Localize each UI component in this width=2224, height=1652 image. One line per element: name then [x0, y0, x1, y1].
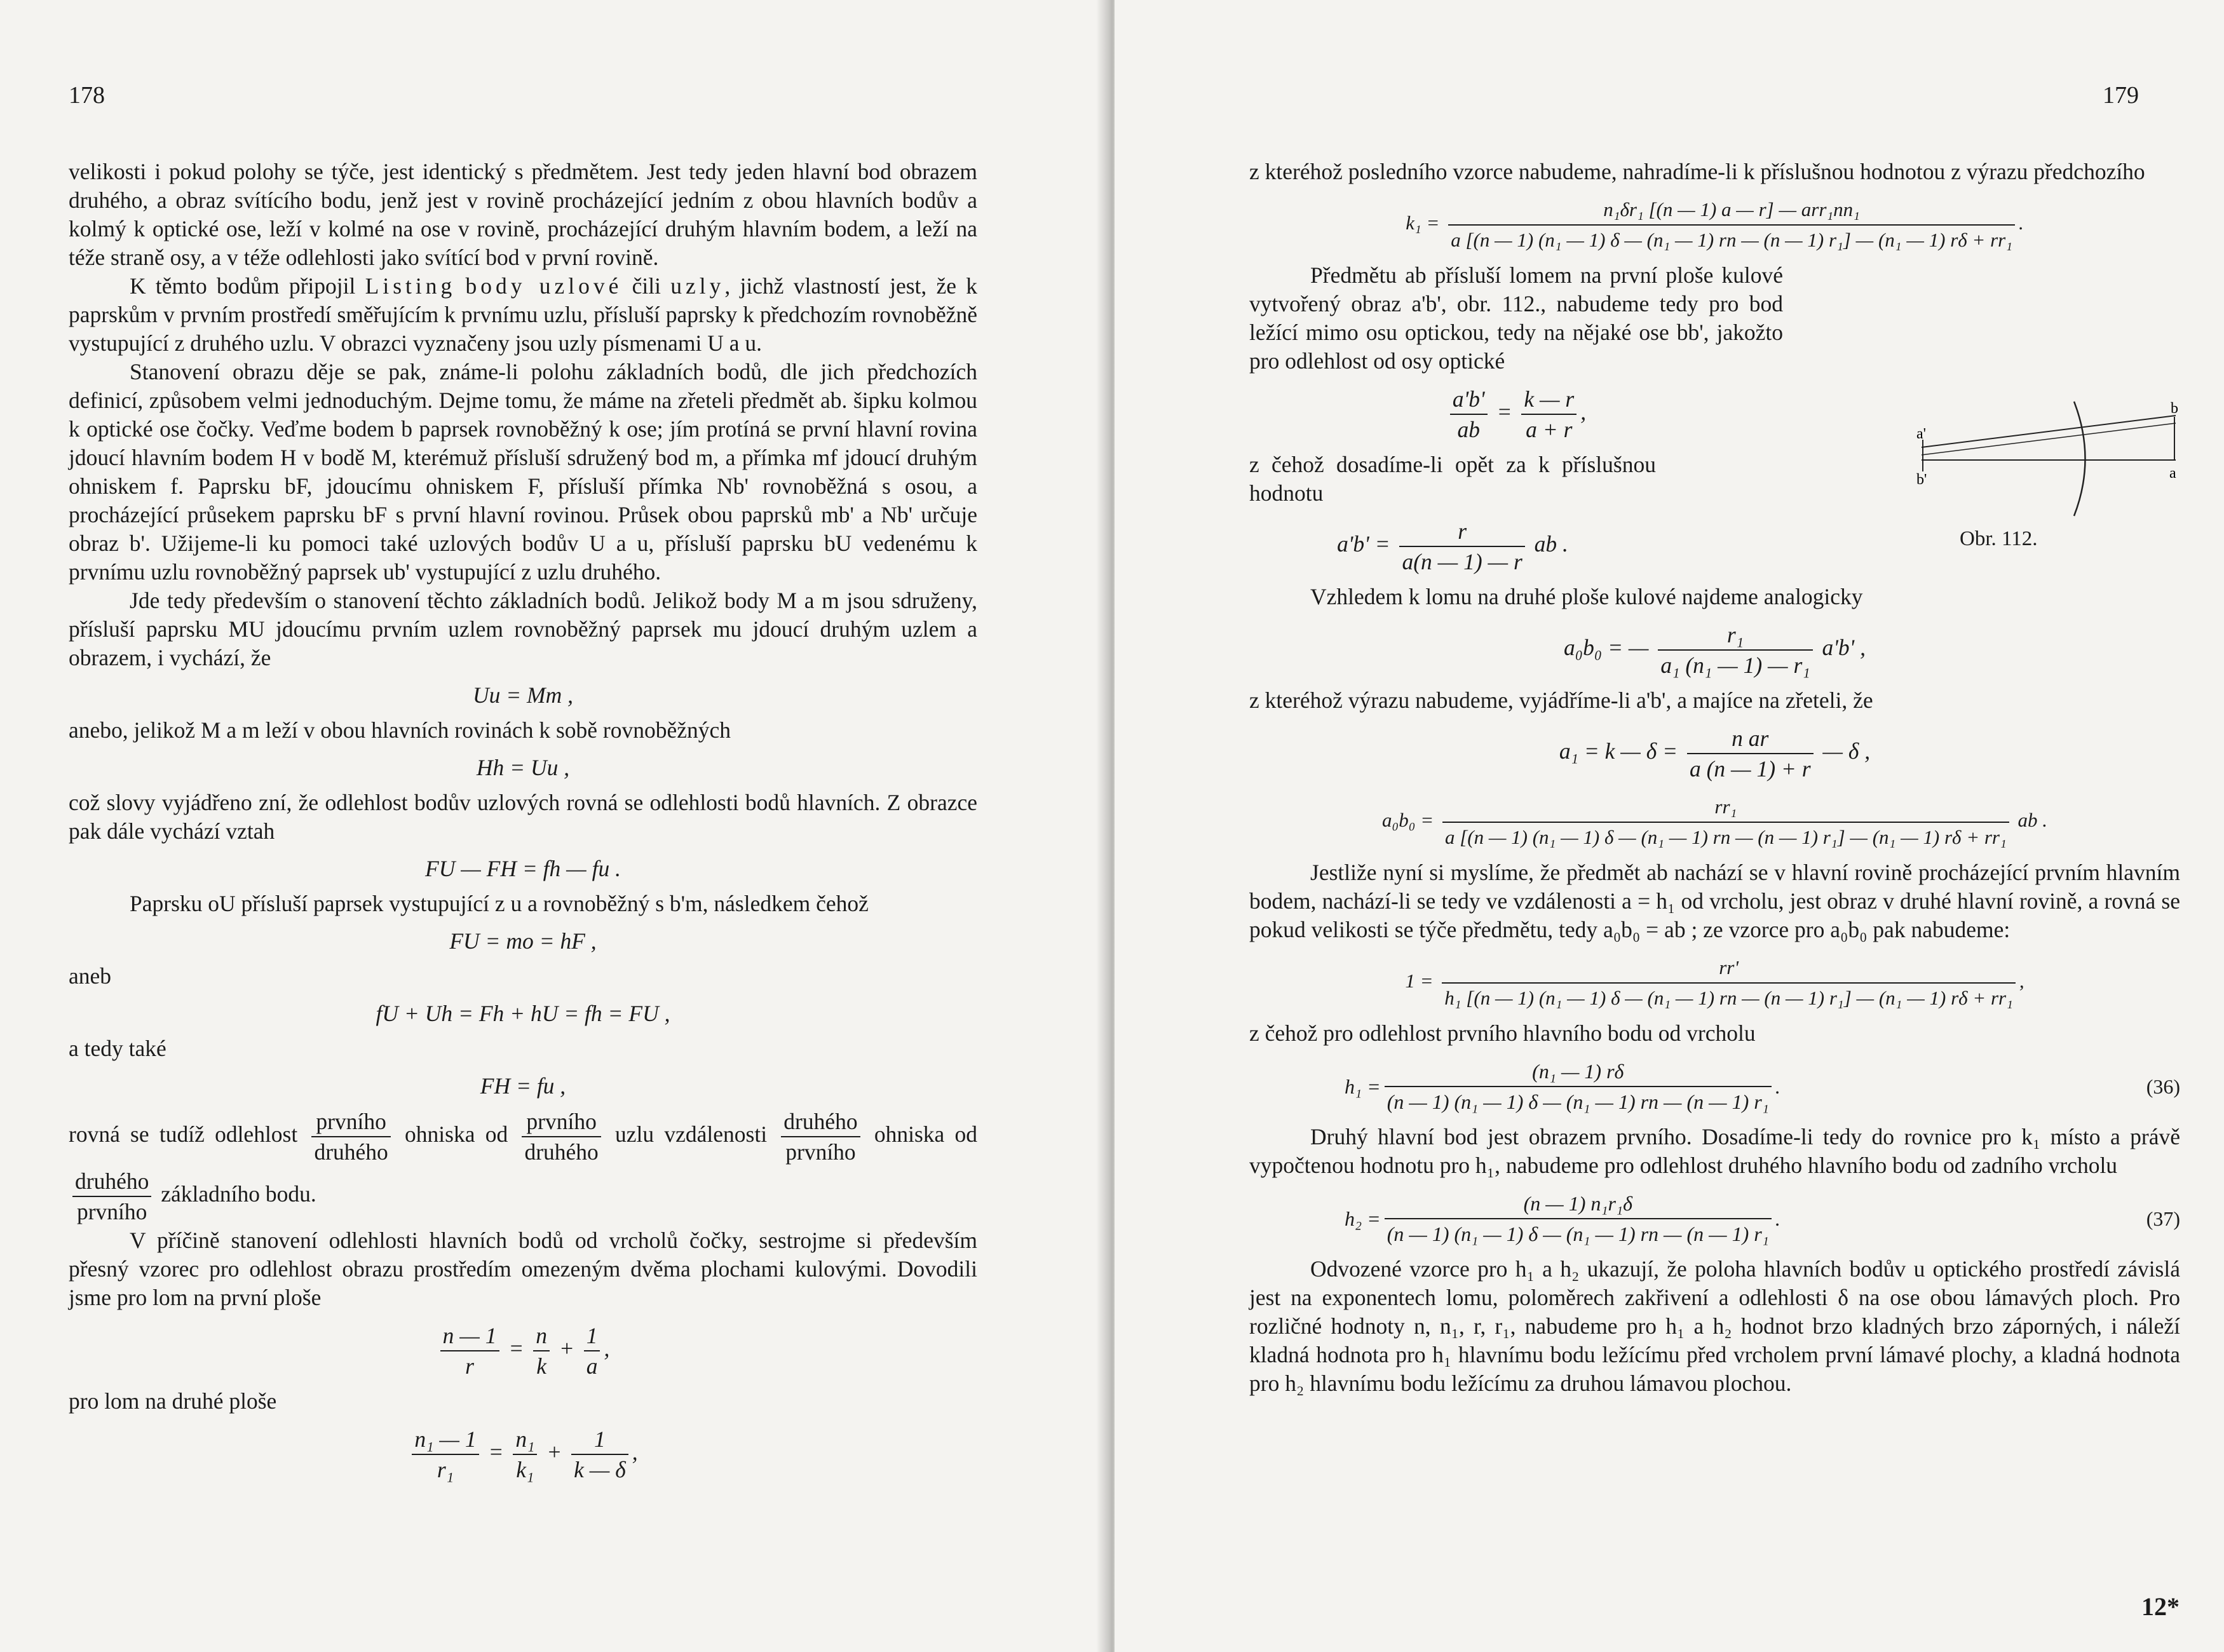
paragraph: z kteréhož posledního vzorce nabudeme, nahradíme-li k příslušnou hodnotou z výrazu předchozího — [1249, 159, 2145, 184]
right-text-block — [1249, 158, 2180, 1398]
fraction-sentence: rovná se tudíž odlehlost $\frac{\text{prvního}}{\text{druhého}}$ ohniska od $\frac{\text{prvního}}{\text{druhého}}$ uzlu vzdálenosti $\frac{\text{druhého}}{\text{prvního}}$ ohniska od $\frac{\text{druhého}}{\text{prvního}}$ základního bodu. — [69, 1107, 977, 1226]
paragraph: což slovy vyjádřeno zní, že odlehlost bodův uzlových rovná se odlehlosti bodů hlavních. Z obrazce pak dále vychází vztah — [69, 790, 977, 844]
author-name: Listing — [365, 273, 456, 299]
equation-a0b0-2: a₀b₀ = rr₁ a [(n — 1) (n₁ — 1) δ — (n₁ — 1) rn — (n — 1) r₁] — (n₁ — 1) rδ + rr₁ ab . — [1249, 792, 2180, 852]
left-text-block — [69, 158, 977, 1491]
paragraph: velikosti i pokud polohy se týče, jest identický s předmětem. Jest tedy jeden hlavní bod obrazem druhého, a obraz svítícího bodu, jenž jest v rovině procházející jedním z obou hlavních bodův a kolmý k optické ose, leží v kolmé na ose v rovině, procházející druhým hlavním bodem, a leží na téže straně osy, a v téže odlehlosti jako svítící bod v první rovině. — [69, 159, 977, 270]
paragraph: Druhý hlavní bod jest obrazem prvního. Dosadíme-li tedy do rovnice pro k₁ místo a právě vypočtenou hodnotu pro h₁, nabudeme pro odlehlost druhého hlavního bodu od zadního vrcholu — [1249, 1124, 2180, 1178]
paragraph: V příčině stanovení odlehlosti hlavních bodů od vrcholů čočky, sestrojme si především přesný vzorec pro odlehlost obrazu prostředím omezeným dvěma plochami kulovými. Dovodili jsme pro lom na první ploše — [69, 1228, 977, 1310]
page-number: 179 — [2103, 82, 2139, 109]
paragraph: pro lom na druhé ploše — [69, 1388, 277, 1414]
equation-number: (36) — [2146, 1074, 2180, 1098]
equation: FU — FH = fh — fu . — [425, 856, 621, 881]
paragraph: anebo, jelikož M a m leží v obou hlavních rovinách k sobě rovnoběžných — [69, 717, 731, 743]
paragraph: z čehož dosadíme-li opět za k příslušnou hodnotu — [1249, 452, 1656, 506]
paragraph: Jestliže nyní si myslíme, že předmět ab nachází se v hlavní rovině procházející prvním hlavním bodem, nachází-li se tedy ve vzdálenosti a = h₁ od vrcholu, jest obraz v druhé hlavní rovině, a rovná se pokud velikosti se týče předmětu, tedy a₀b₀ = ab ; ze vzorce pro a₀b₀ pak nabudeme: — [1249, 860, 2180, 942]
svg-text:b': b' — [1916, 471, 1927, 488]
equation-ab1: $\frac{a'b'}{ab}$ = $\frac{k — r}{a + r}$ , — [1249, 384, 1783, 444]
equation-lom-1: $\frac{n — 1}{r}$ = $\frac{n}{k}$ + $\frac{1}{a}$ , — [69, 1321, 977, 1381]
equation-number: (37) — [2146, 1207, 2180, 1230]
paragraph: aneb — [69, 963, 112, 989]
fraction: $\frac{\text{druhého}}{\text{prvního}}$ — [781, 1107, 860, 1167]
fraction: $\frac{\text{druhého}}{\text{prvního}}$ — [72, 1167, 151, 1226]
equation: Hh = Uu , — [476, 755, 570, 780]
figure-112-lens-diagram — [1915, 389, 2182, 535]
equation-one: 1 = rr' h₁ [(n — 1) (n₁ — 1) δ — (n₁ — 1) rn — (n — 1) r₁] — (n₁ — 1) rδ + rr₁ , — [1249, 953, 2180, 1013]
left-page — [0, 0, 1109, 1652]
fraction: $\frac{\text{prvního}}{\text{druhého}}$ — [311, 1107, 390, 1167]
paragraph: Vzhledem k lomu na druhé ploše kulové najdeme analogicky — [1310, 584, 1863, 609]
equation: FU = mo = hF , — [449, 928, 597, 954]
equation-36: h₁ = $\frac{\text{(n₁ — 1) rδ}}{\text{(n — 1) (n₁ — 1) δ — (n₁ — 1) rn — (n — 1) r₁}}$ . (36) — [1249, 1057, 2180, 1116]
paragraph: Paprsku oU přísluší paprsek vystupující z u a rovnoběžný s b'm, následkem čehož — [130, 891, 869, 916]
equation-ab2: a'b' = $\frac{r}{a(n — 1) — r}$ ab . — [1249, 517, 1656, 576]
equation-lom-2: $\frac{\text{n₁ — 1}}{\text{r₁}}$ = $\frac{\text{n₁}}{\text{k₁}}$ + $\frac{1}{k — \delta}$ , — [69, 1425, 977, 1484]
paragraph: Jde tedy především o stanovení těchto základních bodů. Jelikož body M a m jsou sdruženy, přísluší paprsku MU jdoucímu prvním uzlem rovnoběžný paprsek mu jdoucí druhým uzlem a obrazem, i vychází, že — [69, 588, 977, 670]
page-number: 178 — [69, 82, 105, 109]
equation-37: h₂ = $\frac{\text{(n — 1) n₁r₁δ}}{\text{(n — 1) (n₁ — 1) δ — (n₁ — 1) rn — (n — 1) r₁}}$ . (37) — [1249, 1189, 2180, 1249]
sheet-signature: 12* — [2141, 1592, 2180, 1621]
svg-text:b: b — [2171, 400, 2178, 417]
equation: Uu = Mm , — [472, 682, 574, 708]
svg-text:a: a — [2169, 465, 2176, 482]
equation: FH = fu , — [480, 1073, 566, 1099]
paragraph: Stanovení obrazu děje se pak, známe-li polohu základních bodů, dle jich předchozích definicí, způsobem velmi jednoduchým. Dejme tomu, že máme na zřeteli předmět ab. šipku kolmou k optické ose čočky. Veďme bodem b paprsek rovnoběžný k ose; jím protíná se první hlavní rovina jdoucí hlavním bodem H v bodě M, kterémuž přísluší sdružený bod m, a přímka mf jdoucí druhým ohniskem f. Paprsku bF, jdoucímu ohniskem F, přísluší přímka Nb' rovnoběžná s osou, a procházející průsekem paprsku bF s první hlavní rovinou. Průsek obou paprsků mb' a Nb' určuje obraz b'. Užijeme-li ku pomoci také uzlových bodův U a u, přísluší paprsku bU vedenému k prvnímu uzlu rovnoběžný paprsek ub' vystupující z uzlu druhého. — [69, 359, 977, 585]
equation-a1: a₁ = k — δ = $\frac{\text{n ar}}{a (n — 1) + r}$ — δ , — [1249, 724, 2180, 783]
figure-caption: Obr. 112. — [1960, 527, 2038, 550]
equation: fU + Uh = Fh + hU = fh = FU , — [376, 1001, 670, 1026]
fraction: $\frac{\text{prvního}}{\text{druhého}}$ — [522, 1107, 600, 1167]
paragraph: Předmětu ab přísluší lomem na první ploše kulové vytvořený obraz a'b', obr. 112., nabudeme tedy pro bod ležící mimo osu optickou, tedy na nějaké ose bb', jakožto pro odlehlost od osy optické — [1249, 262, 1783, 374]
svg-text:a': a' — [1916, 426, 1926, 442]
paragraph: Odvozené vzorce pro h₁ a h₂ ukazují, že poloha hlavních bodův u optického prostředí závislá jest na exponentech lomu, poloměrech zakřivení a odlehlosti δ na ose obou lámavých ploch. Pro rozličné hodnoty n, n₁, r, r₁, nabudeme pro h₁ a h₂ hodnot brzo kladných brzo záporných, i náleží kladná hodnota pro h₁ hlavnímu bodu ležícímu před vrcholem první lámavé plochy, a kladná hodnota pro h₂ hlavnímu bodu ležícímu za druhou lámavou plochou. — [1249, 1256, 2180, 1396]
paragraph-listing: K těmto bodům připojil Listing body uzlové čili uzly, jichž vlastností jest, že k paprskům v prvním prostředí směřujícím k prvnímu uzlu, přísluší paprsky k předchozím rovnoběžně vystupující z druhého uzlu. V obrazci vyznačeny jsou uzly písmenami U a u. — [69, 273, 978, 356]
paragraph: a tedy také — [69, 1036, 166, 1061]
paragraph: z čehož pro odlehlost prvního hlavního bodu od vrcholu — [1249, 1020, 1756, 1046]
equation-a0b0: a₀b₀ = — $\frac{\text{r₁}}{\text{a₁ (n₁ — 1) — r₁}}$ a'b' , — [1249, 620, 2180, 680]
right-page — [1115, 0, 2224, 1652]
paragraph: z kteréhož výrazu nabudeme, vyjádříme-li a'b', a majíce na zřeteli, že — [1249, 687, 1873, 713]
equation-k1: k₁ = n₁δr₁ [(n — 1) a — r] — arr₁nn₁ a [(n — 1) (n₁ — 1) δ — (n₁ — 1) rn — (n — 1) r₁] — (n₁ — 1) rδ + rr₁ . — [1249, 195, 2180, 255]
